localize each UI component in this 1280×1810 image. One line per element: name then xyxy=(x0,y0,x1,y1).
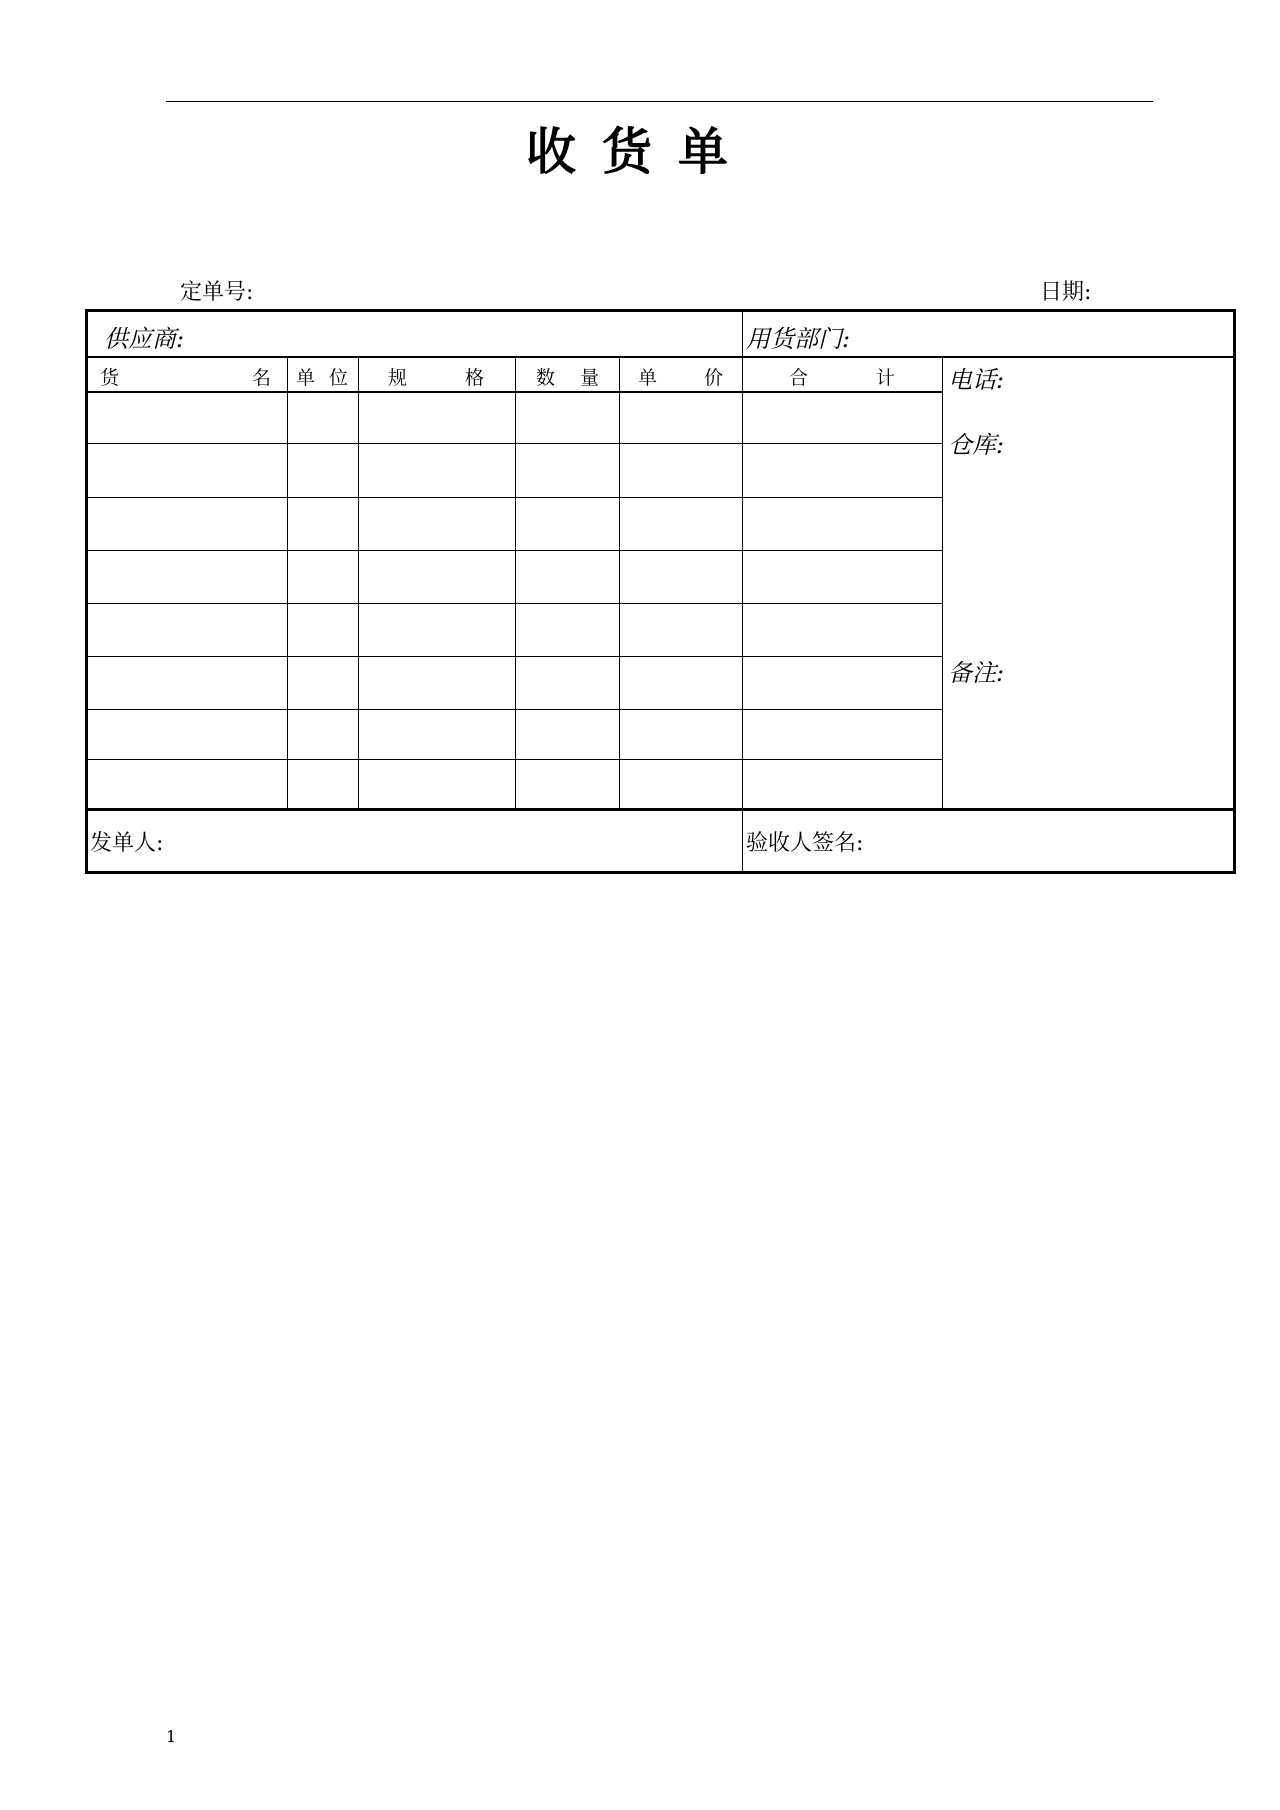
department-label: 用货部门: xyxy=(746,325,851,353)
supplier-label: 供应商: xyxy=(104,325,185,353)
table-line xyxy=(85,497,942,498)
page-number: 1 xyxy=(166,1727,177,1746)
column-header: 价 xyxy=(704,367,724,389)
issuer-label: 发单人: xyxy=(90,831,164,856)
warehouse-label: 仓库: xyxy=(948,431,1005,459)
remarks-label: 备注: xyxy=(948,659,1005,687)
table-line xyxy=(85,356,1236,358)
column-header: 格 xyxy=(465,367,485,389)
column-header: 单 xyxy=(638,367,658,389)
table-line xyxy=(85,808,1236,811)
table-line xyxy=(85,603,942,604)
table-line xyxy=(85,759,942,760)
order-number-label: 定单号: xyxy=(180,280,254,305)
column-header: 货 xyxy=(100,367,120,389)
table-line xyxy=(942,356,943,809)
column-header: 位 xyxy=(329,367,349,389)
column-header: 单 xyxy=(296,367,316,389)
phone-label: 电话: xyxy=(948,366,1005,394)
column-header: 规 xyxy=(388,367,408,389)
column-header: 量 xyxy=(580,367,600,389)
table-line xyxy=(742,310,743,358)
header-rule xyxy=(166,101,1153,102)
table-line xyxy=(85,656,942,657)
table-line xyxy=(85,443,942,444)
page-title: 收货单 xyxy=(526,122,754,181)
table-line xyxy=(287,356,288,809)
column-header: 数 xyxy=(536,367,556,389)
column-header: 名 xyxy=(252,367,272,389)
receiver-signature-label: 验收人签名: xyxy=(746,831,864,856)
column-header: 计 xyxy=(876,367,896,389)
date-label: 日期: xyxy=(1040,280,1092,305)
table-line xyxy=(515,356,516,809)
table-line xyxy=(358,356,359,809)
table-line xyxy=(85,550,942,551)
column-header: 合 xyxy=(789,367,809,389)
receipt-table xyxy=(85,309,1236,874)
table-line xyxy=(742,356,743,874)
table-line xyxy=(85,709,942,710)
table-line xyxy=(85,391,942,393)
table-line xyxy=(619,356,620,809)
